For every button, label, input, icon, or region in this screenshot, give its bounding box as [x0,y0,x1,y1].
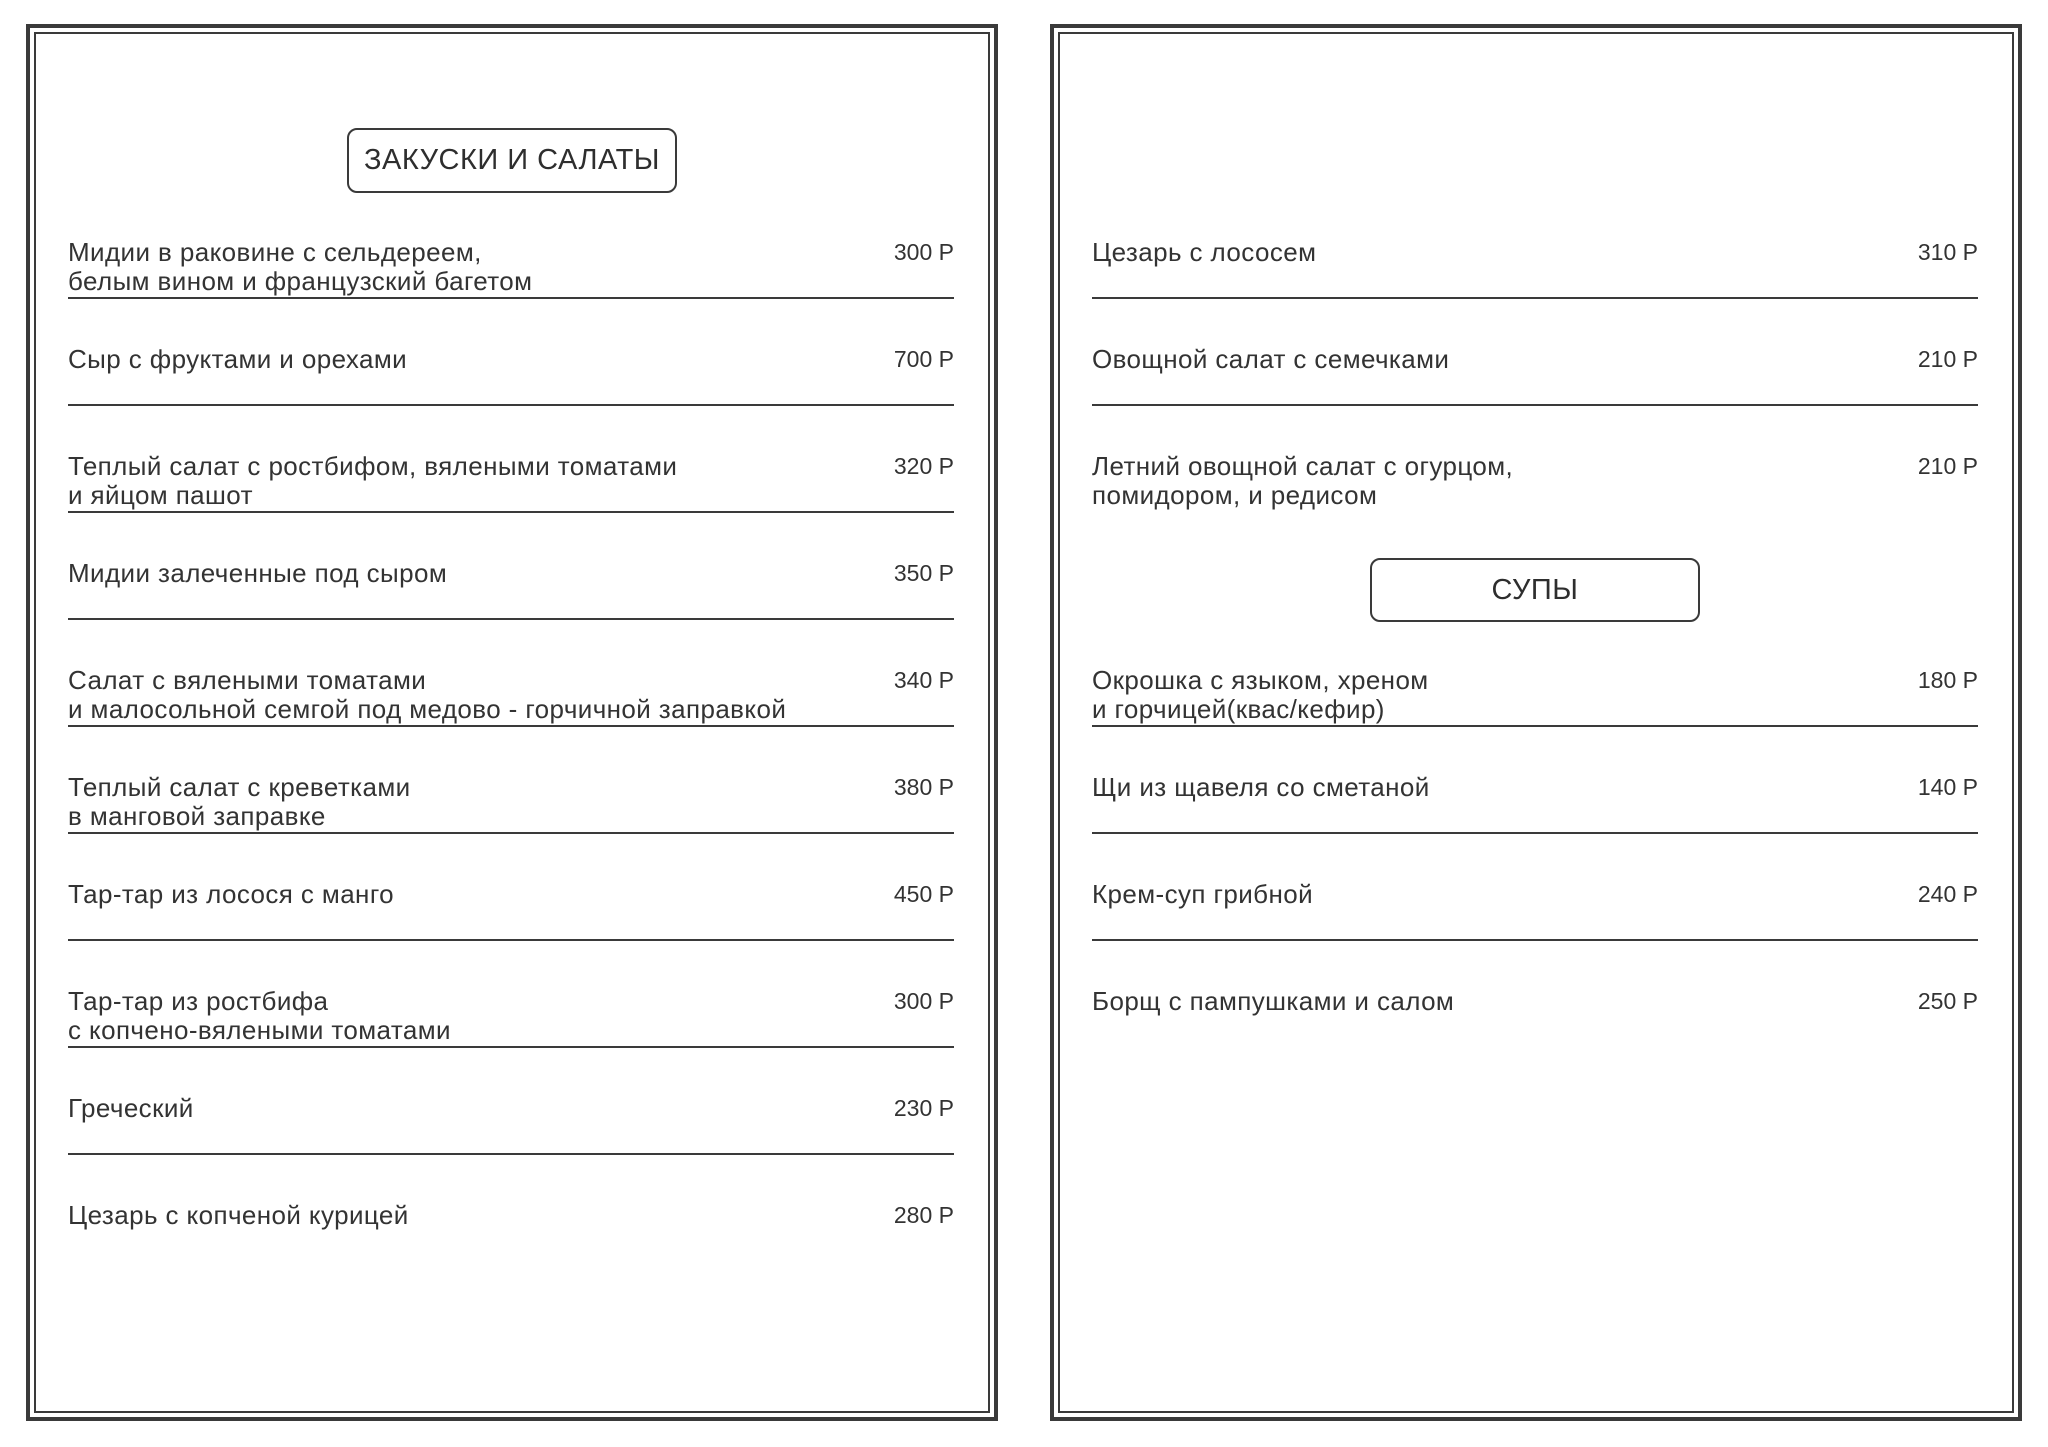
item-name [1092,666,1898,724]
item-price: 700 Р [893,346,954,372]
item-name [68,559,874,588]
item-name-line: помидором, и редисом [1092,480,1378,510]
item-price: 250 Р [1917,988,1978,1014]
menu-item [68,513,954,620]
menu-item [68,941,954,1048]
item-name [1092,987,1898,1016]
menu-item [1092,299,1978,406]
item-name [1092,880,1898,909]
item-price: 210 Р [1917,346,1978,372]
item-name-line: Щи из щавеля со сметаной [1092,772,1430,802]
item-name-line: Крем-суп грибной [1092,879,1314,909]
item-name-line: Мидии залеченные под сыром [68,558,448,588]
item-name-line: Цезарь с копченой курицей [68,1200,409,1230]
item-price: 300 Р [893,988,954,1014]
menu-item [68,192,954,299]
item-name-line: белым вином и французский багетом [68,266,533,296]
menu-item [1092,727,1978,834]
item-name-line: и горчицей(квас/кефир) [1092,694,1385,724]
item-price: 450 Р [893,881,954,907]
item-price: 380 Р [893,774,954,800]
item-name [68,987,874,1045]
menu-item [1092,406,1978,513]
menu-item [68,406,954,513]
item-name [68,238,874,296]
item-name [1092,345,1898,374]
item-name-line: Тар-тар из ростбифа [68,986,329,1016]
item-name [1092,773,1898,802]
item-price: 340 Р [893,667,954,693]
menu-list [1092,192,1978,1048]
menu-page-left [26,24,998,1421]
item-name-line: и малосольной семгой под медово - горчичной заправкой [68,694,787,724]
item-name-line: Греческий [68,1093,194,1123]
menu-item [68,1048,954,1155]
item-name [68,345,874,374]
item-price: 230 Р [893,1095,954,1121]
item-price: 210 Р [1917,453,1978,479]
menu-item [68,1155,954,1262]
item-name-line: Окрошка с языком, хреном [1092,665,1429,695]
menu-item [1092,192,1978,299]
item-name-line: Борщ с пампушками и салом [1092,986,1455,1016]
menu-item [68,620,954,727]
item-name-line: Теплый салат с креветками [68,772,411,802]
menu-item [68,299,954,406]
item-name [68,666,874,724]
section-title-box: ЗАКУСКИ И САЛАТЫ [347,128,677,193]
item-name [68,1094,874,1123]
item-price: 310 Р [1917,239,1978,265]
item-price: 280 Р [893,1202,954,1228]
item-price: 320 Р [893,453,954,479]
item-name-line: Цезарь с лососем [1092,237,1317,267]
item-price: 180 Р [1917,667,1978,693]
item-name [68,773,874,831]
menu-page-right [1050,24,2022,1421]
item-name-line: Салат с вялеными томатами [68,665,427,695]
item-name [68,880,874,909]
section-title-box: СУПЫ [1370,558,1700,622]
item-name-line: Сыр с фруктами и орехами [68,344,408,374]
item-name [68,452,874,510]
menu-item [1092,620,1978,727]
menu-item [68,727,954,834]
section-header [1092,513,1978,620]
item-name-line: Тар-тар из лосося с манго [68,879,394,909]
item-name-line: Теплый салат с ростбифом, вялеными томатами [68,451,678,481]
item-price: 240 Р [1917,881,1978,907]
item-price: 350 Р [893,560,954,586]
item-name [1092,238,1898,267]
item-price: 140 Р [1917,774,1978,800]
item-name-line: Мидии в раковине с сельдереем, [68,237,482,267]
item-name [68,1201,874,1230]
item-name-line: Летний овощной салат с огурцом, [1092,451,1514,481]
menu-item [1092,834,1978,941]
item-name-line: и яйцом пашот [68,480,253,510]
item-name-line: в манговой заправке [68,801,326,831]
item-name-line: с копчено-вялеными томатами [68,1015,451,1045]
menu-item [68,834,954,941]
menu-item [1092,941,1978,1048]
item-name [1092,452,1898,510]
item-price: 300 Р [893,239,954,265]
item-name-line: Овощной салат с семечками [1092,344,1450,374]
menu-list [68,192,954,1262]
